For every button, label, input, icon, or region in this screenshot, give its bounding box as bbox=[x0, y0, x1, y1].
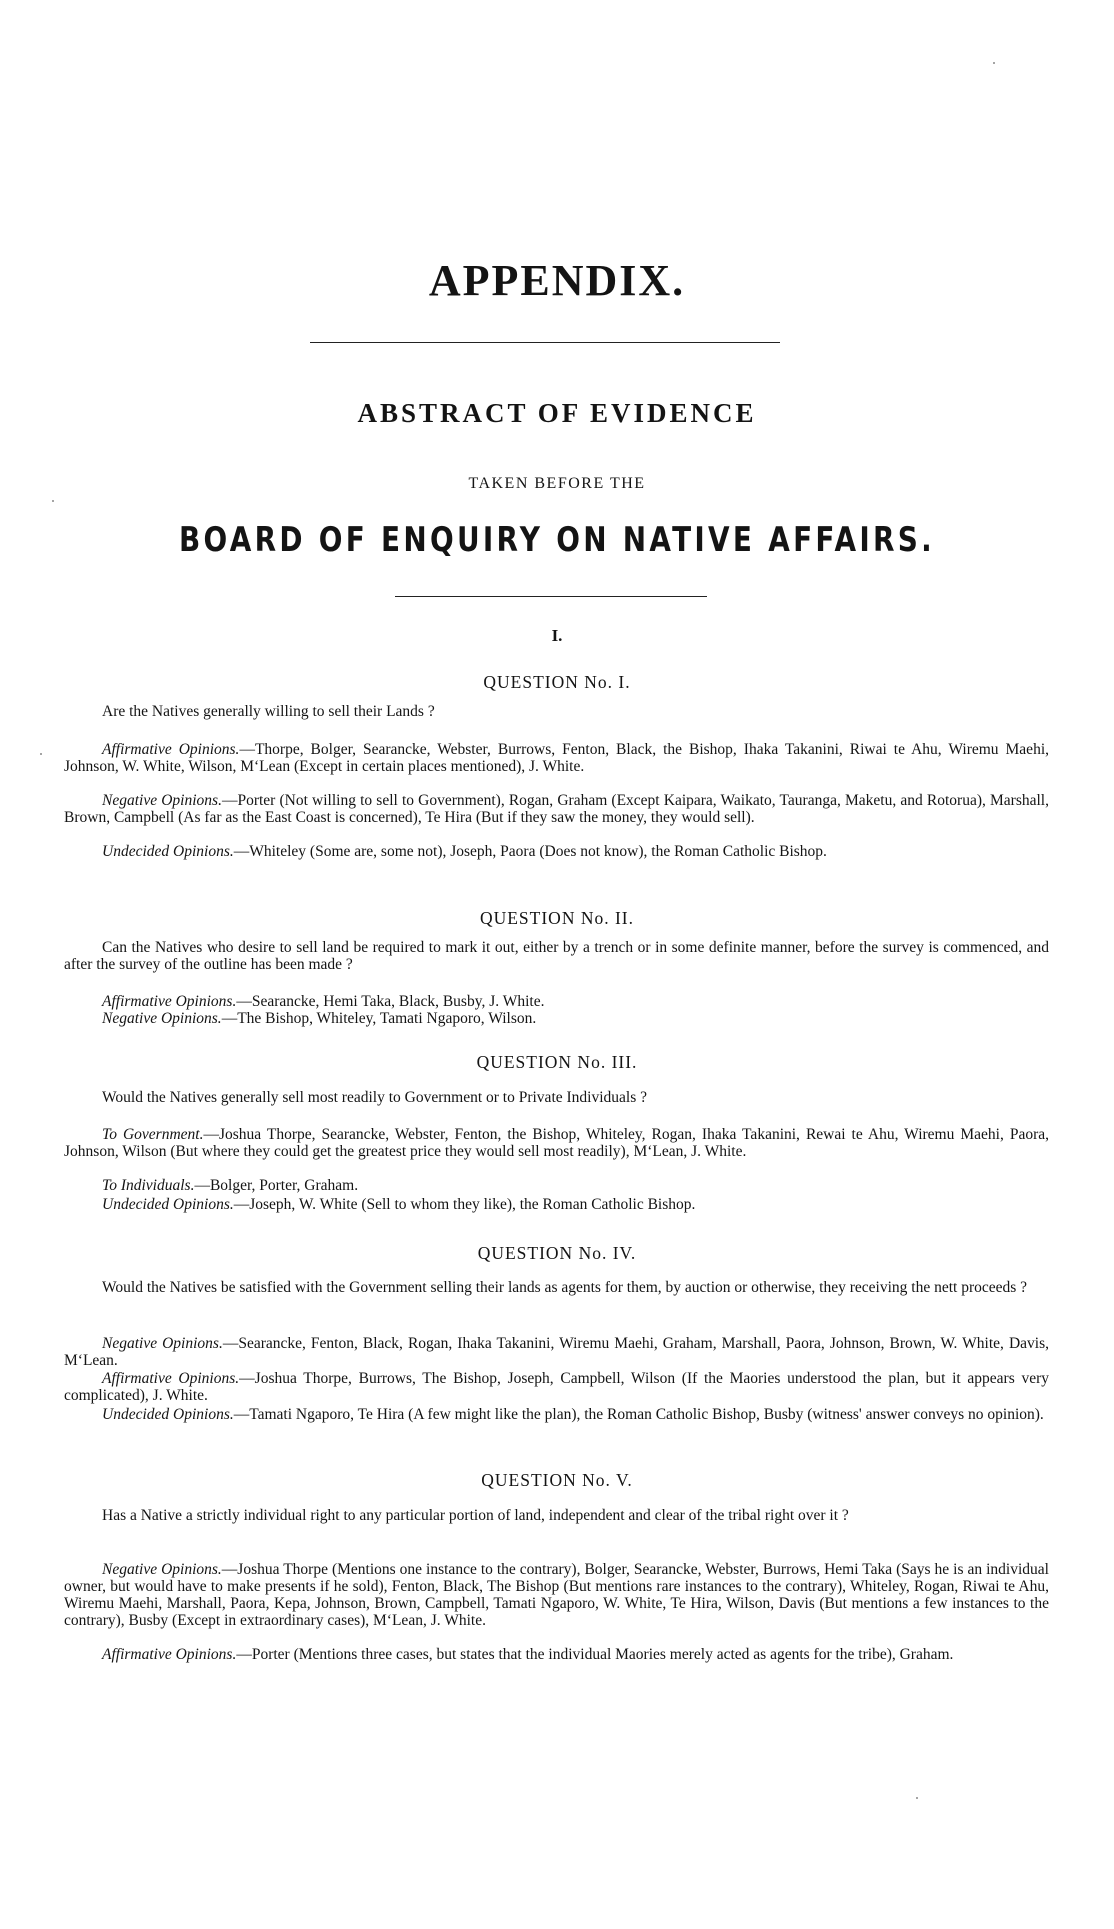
question-2-heading: QUESTION No. II. bbox=[479, 908, 635, 928]
opinion-text: —Porter (Not willing to sell to Government), Rogan, Graham (Except Kaipara, Waikato, Tauranga, Maketu, and Rotorua), Marshall, Brown, Campbell (As far as the East Coast is concerned), Te Hira (But if they saw the money, they would sell). bbox=[64, 792, 1049, 826]
opinion-label: Undecided Opinions. bbox=[102, 843, 234, 860]
opinion-text: —Porter (Mentions three cases, but states that the individual Maories merely acted as agents for the tribe), Graham. bbox=[236, 1646, 954, 1663]
question-4-undecided bbox=[64, 1406, 1049, 1423]
question-2-negative bbox=[64, 1010, 1049, 1027]
opinion-text: —Joshua Thorpe (Mentions one instance to the contrary), Bolger, Searancke, Webster, Burrows, Hemi Taka (Says he is an individual owner, but would have to make presents if he sold), Fenton, Black, The Bishop (But mentions rare instances to the contrary), Whiteley, Rogan, Riwai te Ahu, Wiremu Maehi, Marshall, Paora, Kepa, Johnson, Brown, Campbell, Tamati Ngaporo, W. White, Te Hira, Wilson, Davis (But mentions a few instances to the contrary), Busby (Except in extraordinary cases), M‘Lean, J. White. bbox=[64, 1561, 1049, 1629]
question-3-to-government bbox=[64, 1126, 1049, 1160]
question-2-affirmative bbox=[64, 993, 1049, 1010]
opinion-text: —Bolger, Porter, Graham. bbox=[194, 1177, 359, 1194]
opinion-label: Undecided Opinions. bbox=[102, 1406, 234, 1423]
opinion-text: —Searancke, Fenton, Black, Rogan, Ihaka Takanini, Wiremu Maehi, Graham, Marshall, Paora, Johnson, Brown, W. White, Davis, M‘Lean. bbox=[64, 1335, 1049, 1369]
opinion-text: —The Bishop, Whiteley, Tamati Ngaporo, Wilson. bbox=[221, 1010, 537, 1027]
question-5-text: Has a Native a strictly individual right to any particular portion of land, independent and clear of the tribal right over it ? bbox=[102, 1507, 849, 1524]
opinion-label: Affirmative Opinions. bbox=[102, 993, 237, 1010]
opinion-label: Affirmative Opinions. bbox=[102, 741, 240, 758]
scan-speck bbox=[916, 1797, 918, 1799]
taken-before-line: TAKEN BEFORE THE bbox=[468, 475, 646, 492]
opinion-text: —Tamati Ngaporo, Te Hira (A few might like the plan), the Roman Catholic Bishop, Busby (witness' answer conveys no opinion). bbox=[233, 1406, 1044, 1423]
scan-speck bbox=[52, 500, 54, 502]
question-5-negative bbox=[64, 1561, 1049, 1629]
scan-speck bbox=[993, 62, 995, 64]
opinion-text: —Joshua Thorpe, Burrows, The Bishop, Joseph, Campbell, Wilson (If the Maories understood the plan, but it appears very complicated), J. White. bbox=[64, 1370, 1049, 1404]
opinion-label: Negative Opinions. bbox=[102, 1335, 223, 1352]
question-5-affirmative bbox=[64, 1646, 1049, 1663]
opinion-text: —Joseph, W. White (Sell to whom they like), the Roman Catholic Bishop. bbox=[233, 1196, 696, 1213]
question-3-undecided bbox=[64, 1196, 1049, 1213]
question-1-text: Are the Natives generally willing to sell their Lands ? bbox=[102, 703, 435, 720]
appendix-title: APPENDIX. bbox=[428, 256, 686, 305]
opinion-label: To Government. bbox=[102, 1126, 204, 1143]
question-1-affirmative bbox=[64, 741, 1049, 775]
opinion-text: —Joshua Thorpe, Searancke, Webster, Fenton, the Bishop, Whiteley, Rogan, Ihaka Takanini, Rewai te Ahu, Wiremu Maehi, Paora, Johnson, Wilson (But where they could get the greatest price they would sell most readily), M‘Lean, J. White. bbox=[64, 1126, 1049, 1160]
question-4-heading: QUESTION No. IV. bbox=[477, 1243, 637, 1263]
opinion-label: Affirmative Opinions. bbox=[102, 1370, 240, 1387]
question-5-heading: QUESTION No. V. bbox=[481, 1470, 633, 1490]
question-4-negative bbox=[64, 1335, 1049, 1369]
question-4-affirmative bbox=[64, 1370, 1049, 1404]
question-3-to-individuals bbox=[64, 1177, 1049, 1194]
opinion-label: To Individuals. bbox=[102, 1177, 195, 1194]
opinion-text: —Whiteley (Some are, some not), Joseph, Paora (Does not know), the Roman Catholic Bishop. bbox=[233, 843, 827, 860]
opinion-label: Negative Opinions. bbox=[102, 1561, 222, 1578]
section-numeral: I. bbox=[551, 626, 563, 645]
question-2-text: Can the Natives who desire to sell land be required to mark it out, either by a trench or in some definite manner, before the survey is commenced, and after the survey of the outline has been made ? bbox=[64, 939, 1049, 973]
question-1-heading: QUESTION No. I. bbox=[483, 672, 631, 692]
question-1-undecided bbox=[64, 843, 1049, 860]
question-3-text: Would the Natives generally sell most readily to Government or to Private Individuals ? bbox=[102, 1089, 647, 1106]
scan-speck bbox=[40, 753, 42, 755]
opinion-label: Affirmative Opinions. bbox=[102, 1646, 237, 1663]
title-divider bbox=[310, 342, 780, 343]
board-divider bbox=[395, 596, 707, 597]
opinion-label: Undecided Opinions. bbox=[102, 1196, 234, 1213]
opinion-text: —Thorpe, Bolger, Searancke, Webster, Burrows, Fenton, Black, the Bishop, Ihaka Takanini, Riwai te Ahu, Wiremu Maehi, Johnson, W. White, Wilson, M‘Lean (Except in certain places mentioned), J. White. bbox=[64, 741, 1049, 775]
opinion-label: Negative Opinions. bbox=[102, 1010, 222, 1027]
board-title: BOARD OF ENQUIRY ON NATIVE AFFAIRS. bbox=[178, 520, 936, 560]
abstract-title: ABSTRACT OF EVIDENCE bbox=[357, 398, 757, 428]
opinion-label: Negative Opinions. bbox=[102, 792, 222, 809]
question-1-negative bbox=[64, 792, 1049, 826]
question-4-text: Would the Natives be satisfied with the Government selling their lands as agents for them, by auction or otherwise, they receiving the nett proceeds ? bbox=[102, 1279, 1028, 1296]
opinion-text: —Searancke, Hemi Taka, Black, Busby, J. White. bbox=[236, 993, 545, 1010]
question-3-heading: QUESTION No. III. bbox=[476, 1052, 638, 1072]
